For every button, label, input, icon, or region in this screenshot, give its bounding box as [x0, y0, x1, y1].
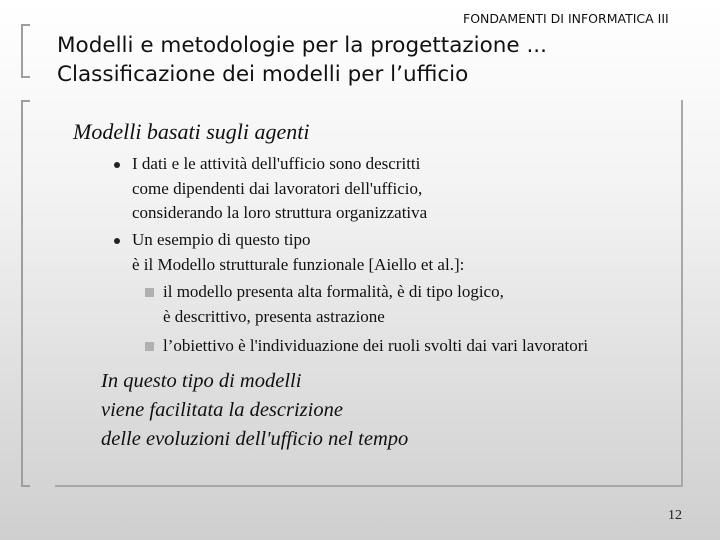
bullet-icon — [114, 238, 120, 244]
page-number: 12 — [668, 508, 682, 523]
bullet-icon — [114, 162, 120, 168]
square-bullet-icon — [145, 342, 154, 351]
bullet-2-line-2: è il Modello strutturale funzionale [Aiello et al.]: — [132, 255, 465, 274]
bullet-1-line-1: I dati e le attività dell'ufficio sono descritti — [132, 154, 421, 173]
subitem-1-line-2: è descrittivo, presenta astrazione — [163, 307, 385, 326]
subitem-2-line-1: l’obiettivo è l'individuazione dei ruoli svolti dai vari lavoratori — [163, 336, 589, 355]
conclusion-line-3: delle evoluzioni dell'ufficio nel tempo — [101, 428, 409, 450]
slide-title — [57, 31, 547, 89]
square-bullet-icon — [145, 288, 154, 297]
course-header: FONDAMENTI DI INFORMATICA III — [463, 11, 669, 26]
conclusion-line-2: viene facilitata la descrizione — [101, 399, 343, 421]
subitem-1-line-1: il modello presenta alta formalità, è di tipo logico, — [163, 282, 504, 301]
bullet-2-line-1: Un esempio di questo tipo — [132, 230, 311, 249]
title-line-2: Classificazione dei modelli per l’ufficio — [57, 62, 469, 87]
bullet-1-line-3: considerando la loro struttura organizzativa — [132, 203, 428, 222]
title-bracket — [21, 24, 30, 78]
title-line-1: Modelli e metodologie per la progettazione ... — [57, 33, 547, 58]
conclusion-line-1: In questo tipo di modelli — [101, 370, 302, 392]
bullet-1-line-2: come dipendenti dai lavoratori dell'ufficio, — [132, 179, 423, 198]
section-heading: Modelli basati sugli agenti — [73, 119, 310, 144]
conclusion-text — [101, 367, 408, 454]
content-bracket — [21, 100, 30, 487]
